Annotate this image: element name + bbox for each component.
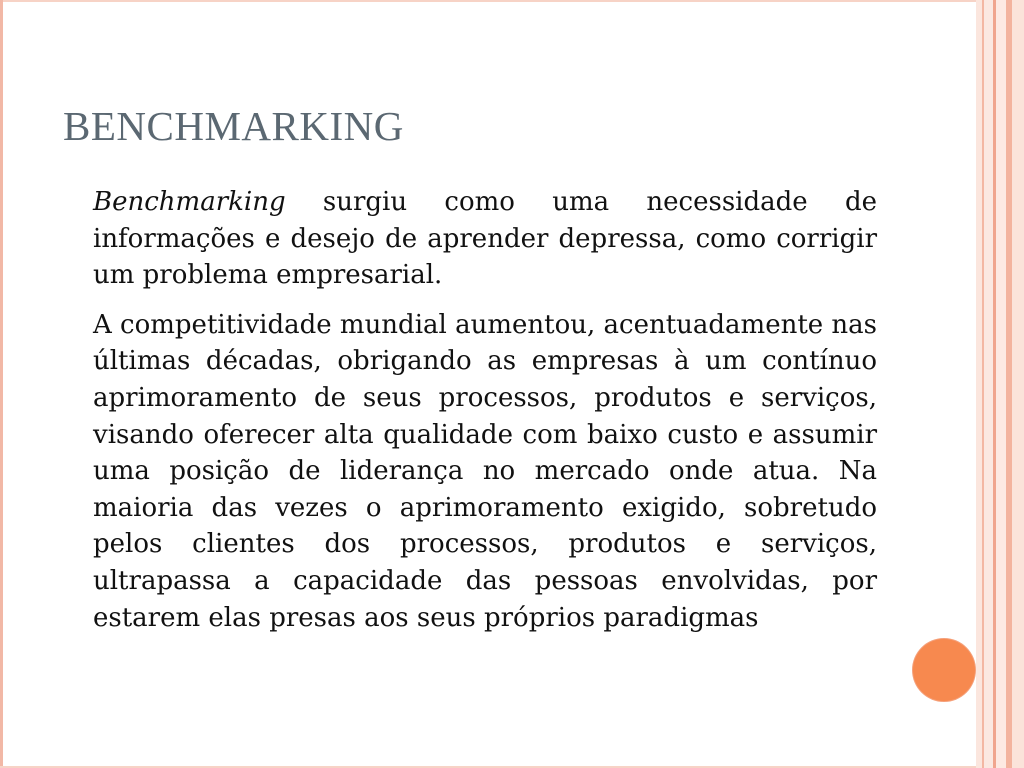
orange-circle-decoration xyxy=(913,639,975,701)
slide-body xyxy=(93,184,877,636)
slide-title: BENCHMARKING xyxy=(63,103,404,149)
stripe xyxy=(996,0,1006,768)
stripe xyxy=(984,0,993,768)
paragraph-1 xyxy=(93,184,877,294)
stripe xyxy=(1012,0,1024,768)
paragraph-1-emphasis: Benchmarking xyxy=(93,187,286,217)
paragraph-1-text: surgiu como uma necessidade de informações e desejo de aprender depressa, como corrigir um problema empresarial. xyxy=(93,187,877,291)
frame-top-border xyxy=(0,0,1024,2)
frame-left-border xyxy=(0,0,3,768)
decorative-stripes xyxy=(976,0,1024,768)
paragraph-2: A competitividade mundial aumentou, acentuadamente nas últimas décadas, obrigando as empresas à um contínuo aprimoramento de seus processos, produtos e serviços, visando oferecer alta qualidade com baixo custo e assumir uma posição de liderança no mercado onde atua. Na maioria das vezes o aprimoramento exigido, sobretudo pelos clientes dos processos, produtos e serviços, ultrapassa a capacidade das pessoas envolvidas, por estarem elas presas aos seus próprios paradigmas xyxy=(93,309,878,633)
